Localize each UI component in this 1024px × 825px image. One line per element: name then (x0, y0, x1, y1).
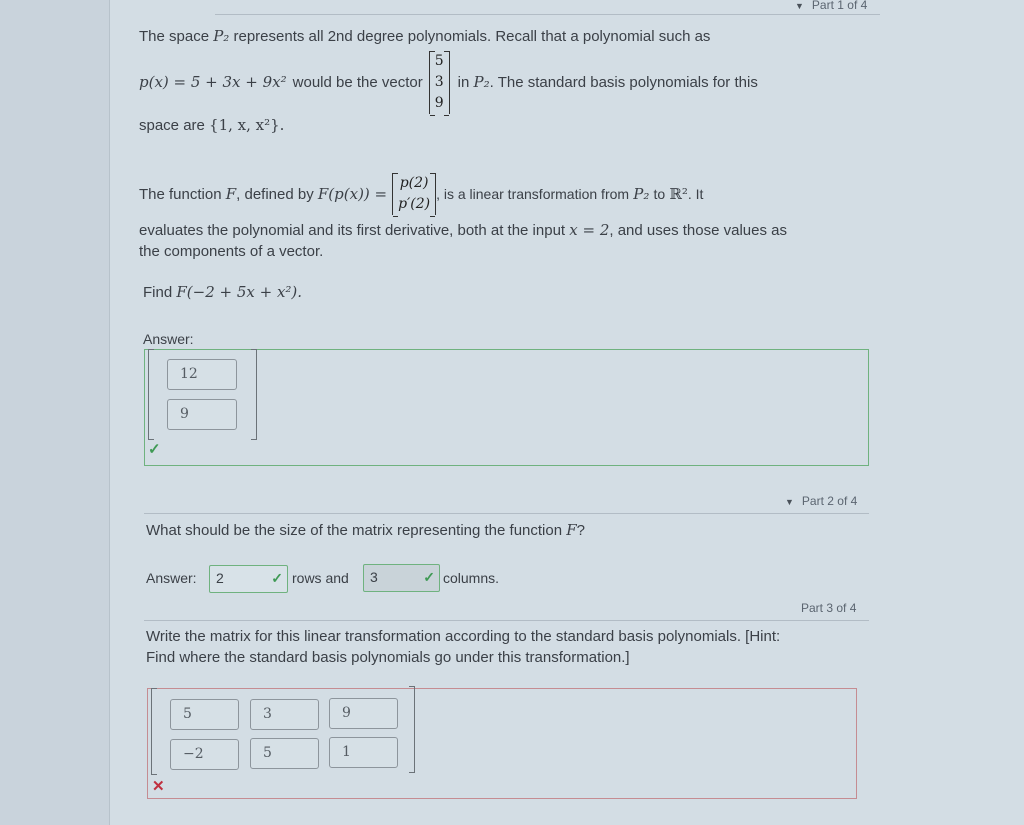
part2-header[interactable] (785, 494, 857, 508)
part3-divider (144, 620, 869, 621)
answer-cell-1[interactable]: 12 (167, 359, 237, 390)
part1-find: Find F(−2 + 5x + x²). (143, 283, 303, 301)
answer-cell-2[interactable]: 9 (167, 399, 237, 430)
part1-example: p(x) = 5 + 3x + 9x² would be the vector 5 3 9 in P₂ . The standard basis polynomials for this (139, 44, 758, 120)
right-bracket (409, 686, 415, 773)
function-vector: p(2) p′(2) (392, 173, 436, 215)
rows-label: rows and (292, 570, 349, 586)
part1-answer-box (144, 349, 869, 466)
right-bracket (251, 349, 257, 440)
left-bracket (151, 688, 157, 775)
left-gutter (0, 0, 110, 825)
matrix-cell-r1c1[interactable]: 5 (170, 699, 239, 730)
left-bracket (148, 349, 154, 440)
part1-function-def: The function F , defined by F(p(x)) = p(2) p′(2) , is a linear transformation from P₂ to ℝ² . It (139, 168, 703, 220)
part2-label: Part 2 of 4 (801, 494, 858, 508)
part1-label: Part 1 of 4 (811, 0, 868, 12)
columns-label: columns. (443, 570, 500, 586)
correct-check-icon: ✓ (423, 569, 435, 585)
part1-answer-label: Answer: (143, 331, 194, 347)
matrix-cell-r2c3[interactable]: 1 (329, 737, 398, 768)
part2-question: What should be the size of the matrix representing the function F? (146, 521, 586, 539)
collapse-triangle-icon: ▼ (795, 1, 804, 11)
part2-answer-label: Answer: (146, 570, 197, 586)
matrix-cell-r1c3[interactable]: 9 (329, 698, 398, 729)
rows-input[interactable]: 2 ✓ (209, 565, 288, 593)
part3-label: Part 3 of 4 (801, 601, 857, 615)
example-vector: 5 3 9 (429, 51, 450, 114)
matrix-cell-r2c2[interactable]: 5 (250, 738, 319, 769)
columns-input[interactable]: 3 ✓ (363, 564, 440, 592)
correct-check-icon: ✓ (148, 441, 161, 458)
part1-divider (215, 14, 880, 15)
part3-question: Write the matrix for this linear transformation according to the standard basis polynomials. [Hint: Find where the standard basis polynomials go under this transformation.] (146, 628, 781, 666)
matrix-cell-r1c2[interactable]: 3 (250, 699, 319, 730)
correct-check-icon: ✓ (271, 570, 283, 586)
part1-basis: space are {1, x, x²}. (139, 116, 285, 134)
collapse-triangle-icon: ▼ (785, 497, 794, 507)
part1-eval-text: evaluates the polynomial and its first derivative, both at the input x = 2, and uses those values as the components of a vector. (139, 221, 787, 260)
part3-header[interactable] (801, 601, 856, 615)
incorrect-x-icon: ✕ (152, 778, 165, 795)
part2-divider (144, 513, 869, 514)
part1-intro: The space P₂ represents all 2nd degree polynomials. Recall that a polynomial such as (139, 27, 711, 45)
matrix-cell-r2c1[interactable]: −2 (170, 739, 239, 770)
part3-answer-box (147, 688, 857, 799)
part1-header[interactable] (795, 0, 867, 12)
question-page (110, 0, 1024, 825)
